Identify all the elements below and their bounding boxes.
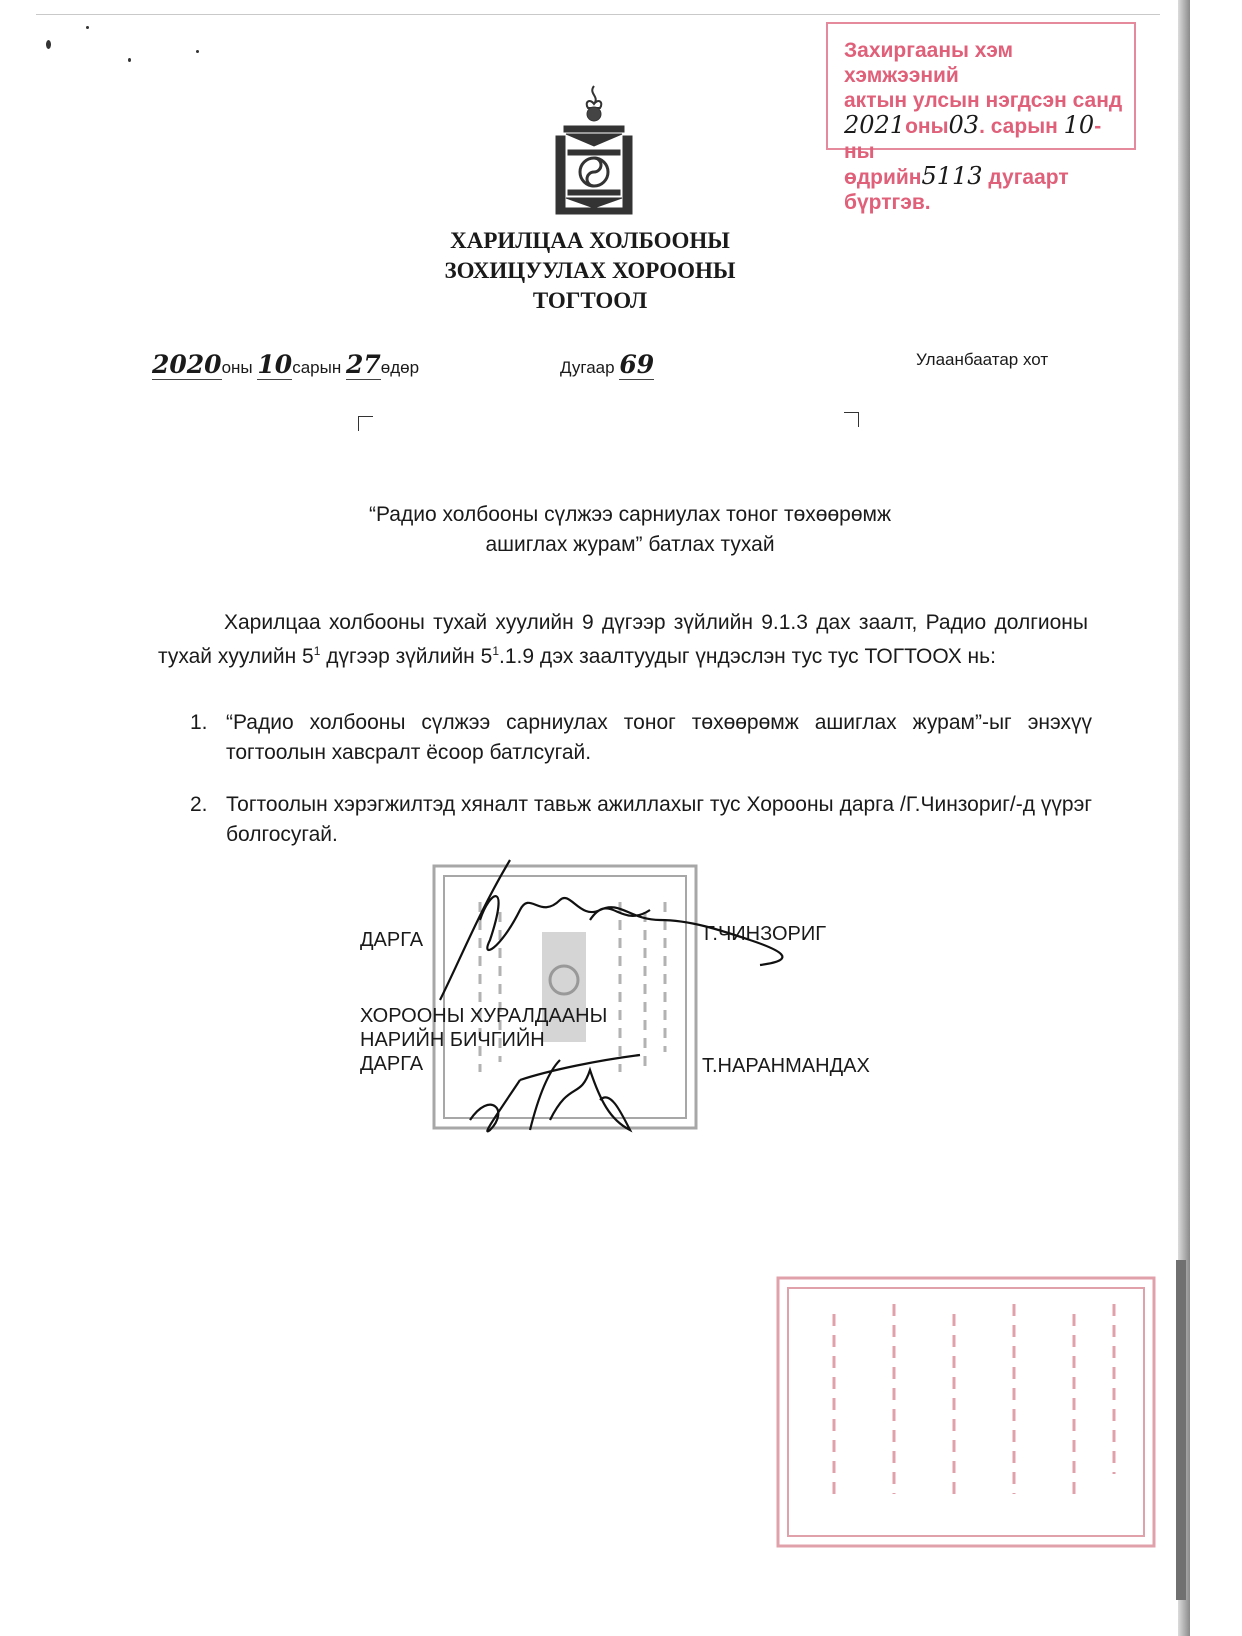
- subject-line2: ашиглах журам” батлах тухай: [485, 533, 775, 556]
- preamble-paragraph: [158, 608, 1088, 671]
- reg-stamp-line1: Захиргааны хэм хэмжээний: [844, 39, 1014, 87]
- preamble-sup2: 1: [492, 644, 499, 658]
- chair-name: Г.ЧИНЗОРИГ: [704, 923, 827, 945]
- reg-line4-prefix: өдрийн: [844, 166, 922, 189]
- secretary-title-line1: ХОРООНЫ ХУРАЛДААНЫ: [360, 1005, 608, 1027]
- reg-number: 5113: [921, 162, 983, 190]
- clause-text: Тогтоолын хэрэгжилтэд хяналт тавьж ажиллахыг тус Хорооны дарга /Г.Чинзориг/-д үүрэг болгосугай.: [226, 793, 1092, 846]
- doc-type: ТОГТООЛ: [532, 288, 648, 313]
- document-number: [560, 350, 654, 379]
- soyombo-emblem-icon: [554, 84, 634, 216]
- org-line2: ЗОХИЦУУЛАХ ХОРООНЫ: [444, 258, 736, 283]
- preamble-part1: Харилцаа холбооны тухай хуулийн 9 дүгээр зүйлийн 9.1.3 дах заалт, Радио долгионы тухай хуулийн 5: [158, 611, 1088, 668]
- scan-edge-shadow-lower: [1176, 1260, 1186, 1600]
- date-day: 27: [345, 350, 381, 379]
- date-month: 10: [257, 350, 293, 379]
- clause-2: [190, 790, 1092, 850]
- secretary-title-line2: НАРИЙН БИЧГИЙН: [360, 1029, 545, 1051]
- reg-stamp-line2: актын улсын нэгдсэн санд: [844, 89, 1123, 112]
- reg-month-suffix: . сарын: [979, 115, 1058, 138]
- chair-title: ДАРГА: [360, 929, 424, 951]
- scan-speck: [86, 26, 89, 29]
- reg-year-suffix: оны: [905, 115, 949, 138]
- registration-stamp: [826, 22, 1136, 214]
- scan-speck: [46, 40, 51, 49]
- resolution-subject: [280, 500, 980, 560]
- scan-speck: [128, 58, 131, 62]
- preamble-part2: дүгээр зүйлийн 5: [320, 645, 493, 668]
- registration-seal-icon: [774, 1274, 1158, 1550]
- clause-number: 1.: [190, 711, 208, 734]
- reg-day-suffix: -ны: [844, 115, 1102, 163]
- document-date: [152, 350, 419, 379]
- chair-signature-icon: [420, 850, 830, 1010]
- secretary-title-line3: ДАРГА: [360, 1053, 424, 1075]
- subject-corner-left: [358, 416, 373, 431]
- scan-speck: [196, 50, 199, 53]
- date-year-label: оны: [221, 358, 253, 377]
- subject-line1: “Радио холбооны сүлжээ сарниулах тоног төхөөрөмж: [368, 503, 892, 526]
- secretary-signature-icon: [460, 1040, 650, 1140]
- reg-stamp-line4: [844, 164, 1126, 215]
- reg-year: 2021: [844, 111, 906, 139]
- secretary-name: Т.НАРАНМАНДАХ: [702, 1055, 870, 1077]
- date-month-label: сарын: [292, 358, 342, 377]
- reg-line4-suffix: дугаарт бүртгэв.: [844, 166, 1069, 214]
- reg-stamp-line3: [844, 113, 1126, 164]
- date-year: 2020: [152, 350, 222, 379]
- reg-day: 10: [1063, 111, 1095, 139]
- number-label: Дугаар: [560, 358, 615, 377]
- clause-text: “Радио холбооны сүлжээ сарниулах тоног төхөөрөмж ашиглах журам”-ыг энэхүү тогтоолын хавсралт ёсоор батлсугай.: [226, 711, 1092, 764]
- clause-1: [190, 708, 1092, 768]
- preamble-part3: .1.9 дэх заалтуудыг үндэслэн тус тус ТОГТООХ нь:: [499, 645, 996, 668]
- subject-corner-right: [844, 412, 859, 427]
- issuing-organization: [380, 226, 800, 316]
- document-city: Улаанбаатар хот: [916, 350, 1049, 369]
- preamble-sup1: 1: [313, 644, 321, 658]
- number-value: 69: [619, 350, 655, 379]
- reg-month: 03: [948, 111, 980, 139]
- date-day-label: өдөр: [380, 358, 420, 377]
- org-line1: ХАРИЛЦАА ХОЛБООНЫ: [450, 228, 730, 253]
- clause-number: 2.: [190, 793, 208, 816]
